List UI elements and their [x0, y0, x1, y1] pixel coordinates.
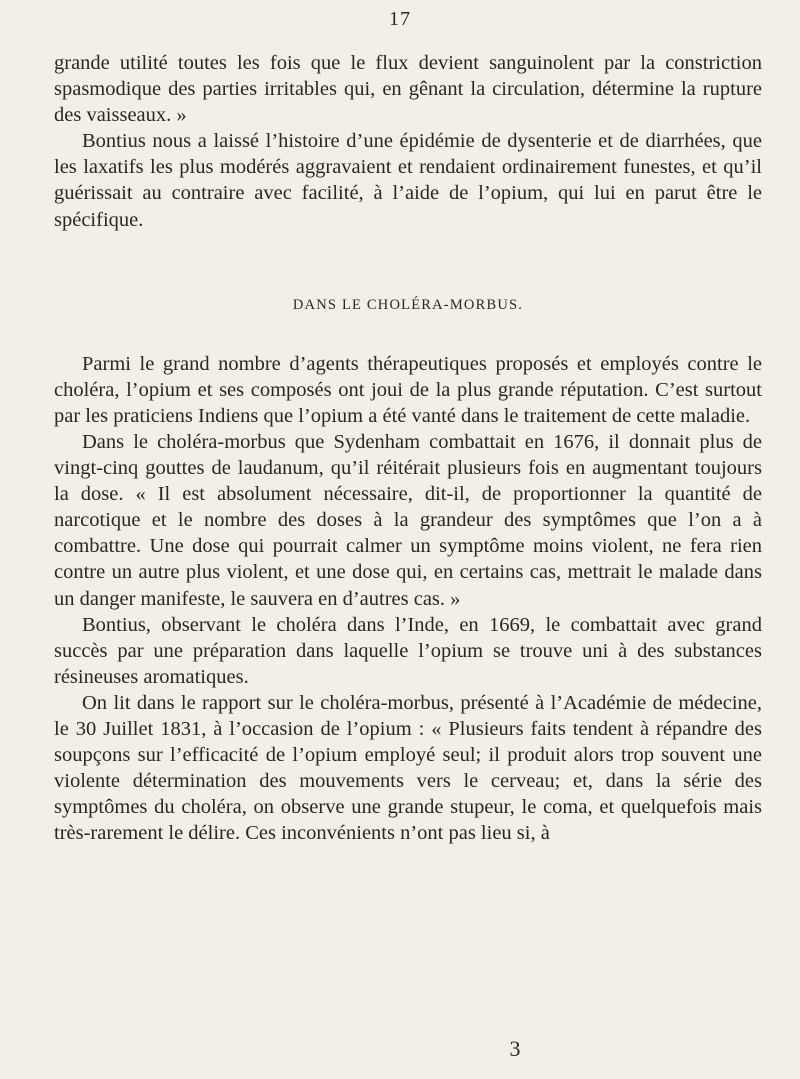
intro-paragraph-2: Bontius nous a laissé l’histoire d’une épidémie de dysenterie et de diarrhées, que les laxatifs les plus modérés aggravaient et rendaient ordinairement funestes, et qu’il guérissait au contraire avec facilité, à l’aide de l’opium, qui lui en parut être le spécifique. — [54, 130, 762, 231]
section-heading: DANS LE CHOLÉRA-MORBUS. — [292, 296, 524, 313]
page-number: 17 — [389, 8, 411, 30]
section-paragraph-3: Bontius, observant le choléra dans l’Inde, en 1669, le combattait avec grand succès par une préparation dans laquelle l’opium se trouve uni à des substances résineuses aromatiques. — [54, 613, 762, 688]
section-body — [54, 351, 762, 847]
intro-paragraph-1: grande utilité toutes les fois que le flux devient sanguinolent par la constriction spasmodique des parties irritables qui, en gênant la circulation, détermine la rupture des vaisseaux. » — [54, 52, 762, 127]
section-paragraph-1: Parmi le grand nombre d’agents thérapeutiques proposés et employés contre le choléra, l’opium et ses composés ont joui de la plus grande réputation. C’est surtout par les praticiens Indiens que l’opium a été vanté dans le traitement de cette maladie. — [54, 352, 762, 427]
signature-mark: 3 — [509, 1036, 521, 1061]
section-paragraph-2: Dans le choléra-morbus que Sydenham combattait en 1676, il donnait plus de vingt-cinq gouttes de laudanum, qu’il réitérait plusieurs fois en augmentant toujours la dose. « Il est absolument nécessaire, dit-il, de proportionner la quantité de narcotique et le nombre des doses à la grandeur des symptômes que l’on a à combattre. Une dose qui pourrait calmer un symptôme moins violent, ne fera rien contre un autre plus violent, et une dose qui, en certains cas, mettrait le malade dans un danger manifeste, le sauvera en d’autres cas. » — [54, 430, 762, 610]
section-paragraph-4: On lit dans le rapport sur le choléra-morbus, présenté à l’Académie de médecine, le 30 Juillet 1831, à l’occasion de l’opium : « Plusieurs faits tendent à répandre des soupçons sur l’efficacité de l’opium employé seul; il produit alors trop souvent une violente détermination des mouvements vers le cerveau; et, dans la série des symptômes du choléra, on observe une grande stupeur, le coma, et quelquefois mais très-rarement le délire. Ces inconvénients n’ont pas lieu si, à — [54, 691, 762, 845]
page-body — [54, 50, 762, 846]
